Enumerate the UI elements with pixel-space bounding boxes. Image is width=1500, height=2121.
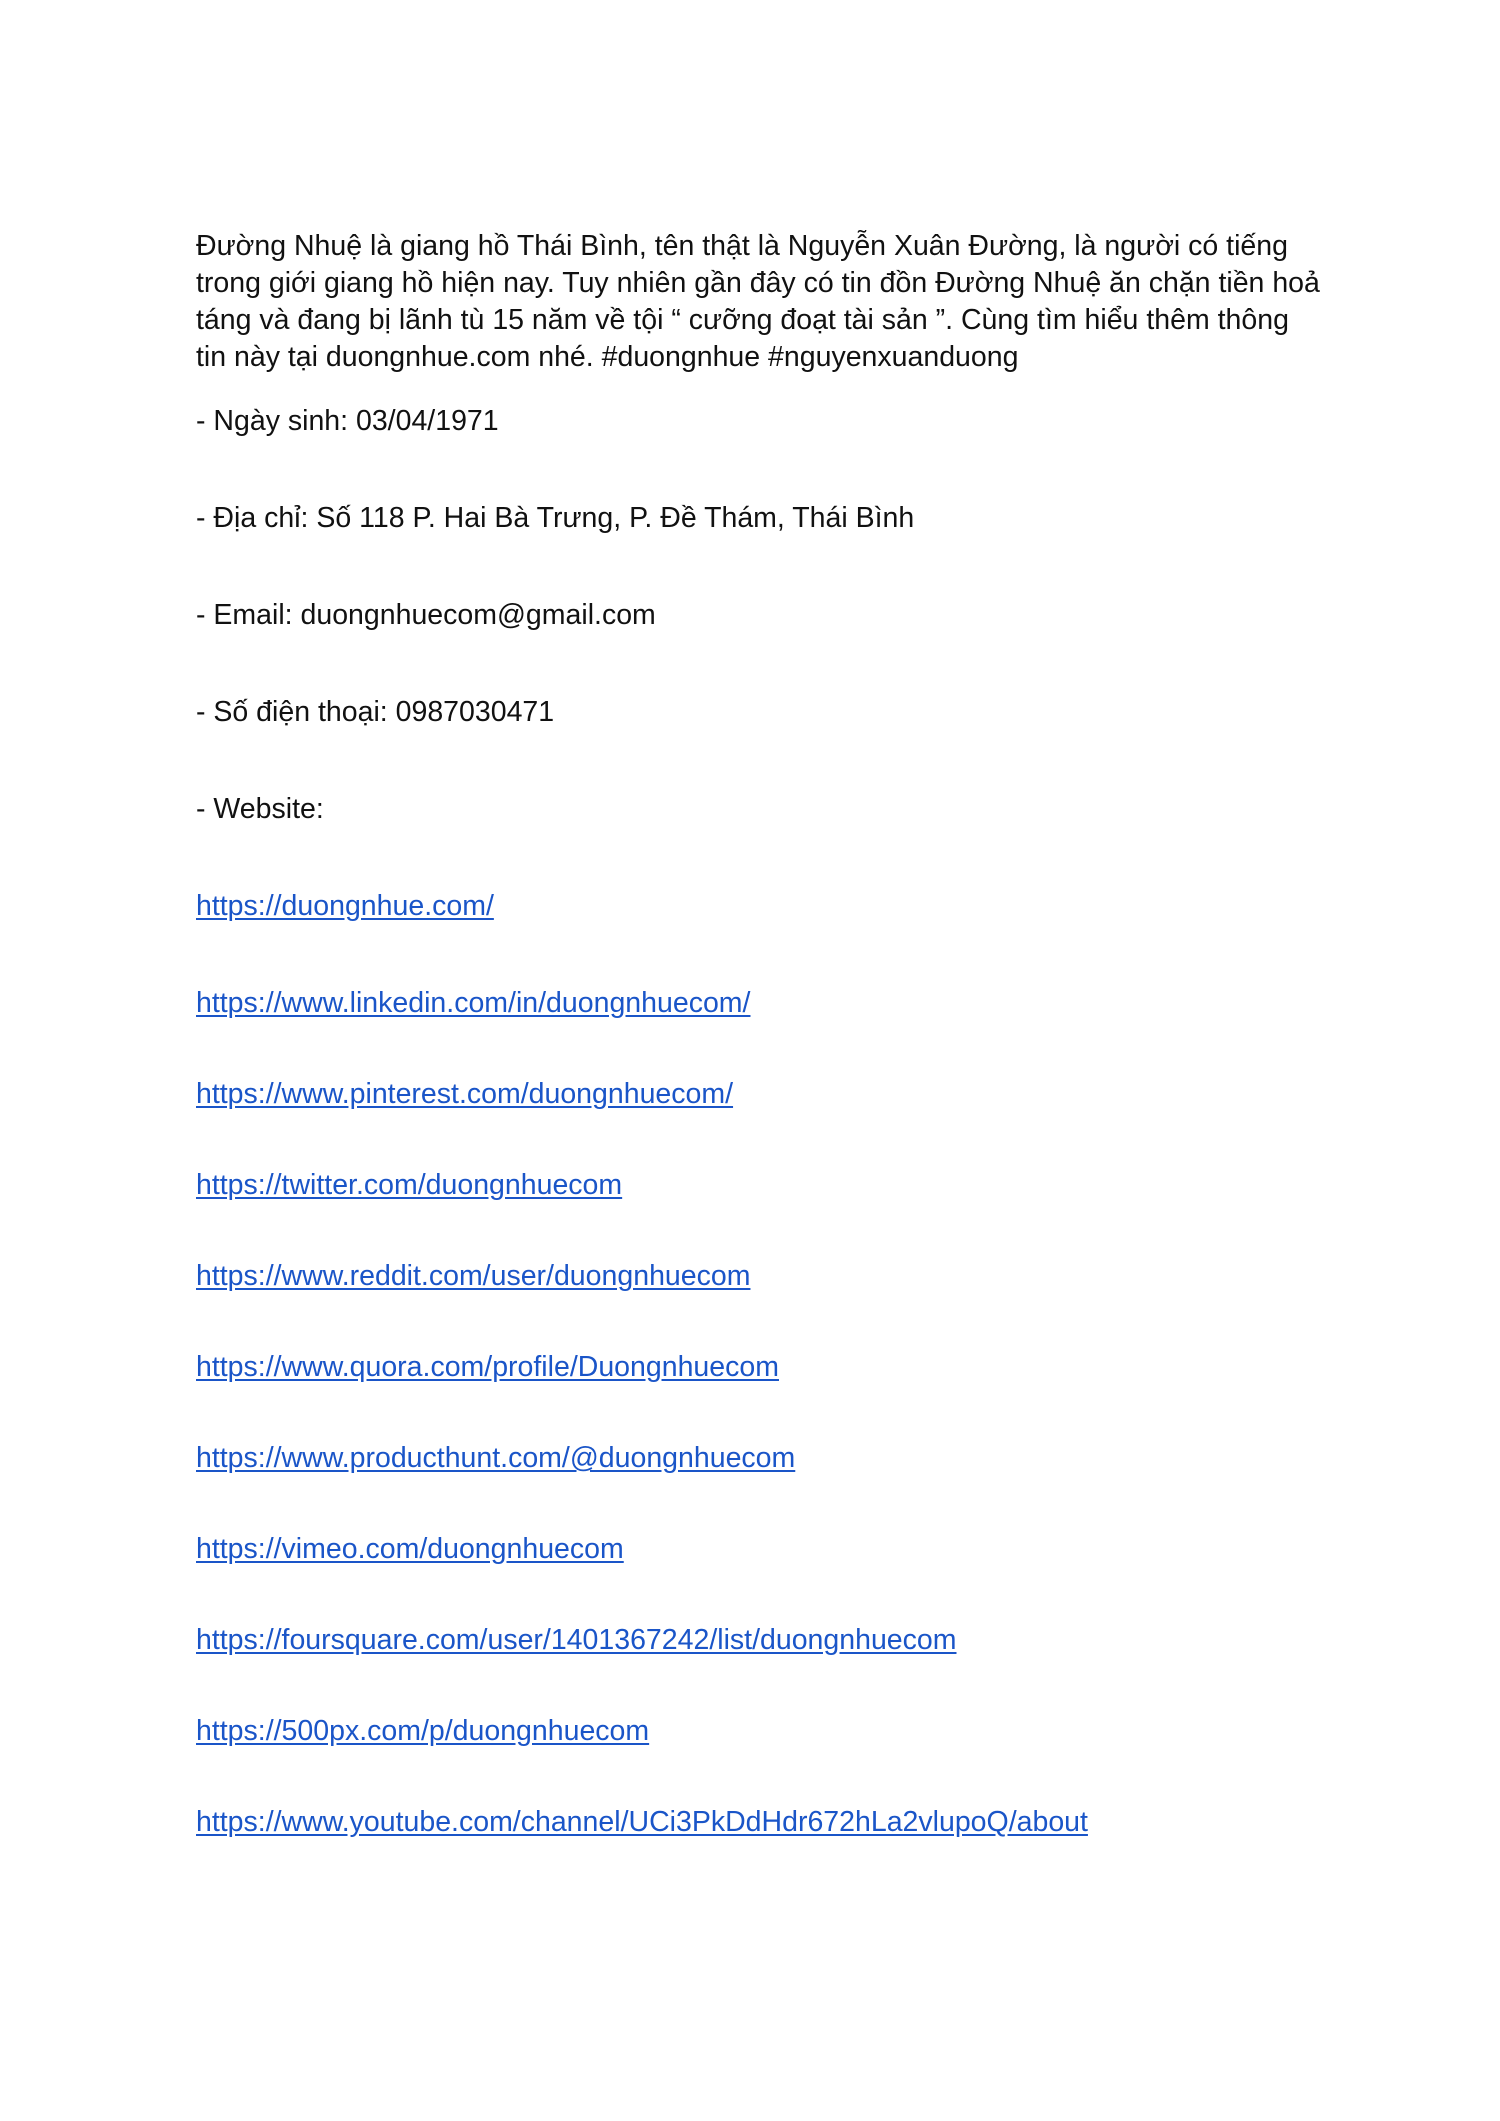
link-vimeo[interactable]: https://vimeo.com/duongnhuecom	[196, 1533, 624, 1565]
link-reddit[interactable]: https://www.reddit.com/user/duongnhuecom	[196, 1260, 751, 1292]
link-duongnhue[interactable]: https://duongnhue.com/	[196, 890, 494, 922]
link-linkedin[interactable]: https://www.linkedin.com/in/duongnhuecom/	[196, 987, 751, 1019]
birthday-line: - Ngày sinh: 03/04/1971	[196, 405, 499, 437]
link-youtube[interactable]: https://www.youtube.com/channel/UCi3PkDdHdr672hLa2vlupoQ/about	[196, 1806, 1088, 1838]
link-foursquare[interactable]: https://foursquare.com/user/1401367242/list/duongnhuecom	[196, 1624, 957, 1656]
phone-line: - Số điện thoại: 0987030471	[196, 696, 555, 728]
address-line: - Địa chỉ: Số 118 P. Hai Bà Trưng, P. Đề Thám, Thái Bình	[196, 502, 915, 534]
link-producthunt[interactable]: https://www.producthunt.com/@duongnhuecom	[196, 1442, 796, 1474]
email-line: - Email: duongnhuecom@gmail.com	[196, 599, 656, 631]
website-label: - Website:	[196, 793, 324, 825]
link-twitter[interactable]: https://twitter.com/duongnhuecom	[196, 1169, 623, 1201]
link-500px[interactable]: https://500px.com/p/duongnhuecom	[196, 1715, 650, 1747]
link-quora[interactable]: https://www.quora.com/profile/Duongnhuecom	[196, 1351, 779, 1383]
intro-paragraph: Đường Nhuệ là giang hồ Thái Bình, tên thật là Nguyễn Xuân Đường, là người có tiếng trong giới giang hồ hiện nay. Tuy nhiên gần đây có tin đồn Đường Nhuệ ăn chặn tiền hoả táng và đang bị lãnh tù 15 năm về tội “ cưỡng đoạt tài sản ”. Cùng tìm hiểu thêm thông tin này tại duongnhue.com nhé. #duongnhue #nguyenxuanduong	[196, 230, 1320, 373]
link-pinterest[interactable]: https://www.pinterest.com/duongnhuecom/	[196, 1078, 734, 1110]
